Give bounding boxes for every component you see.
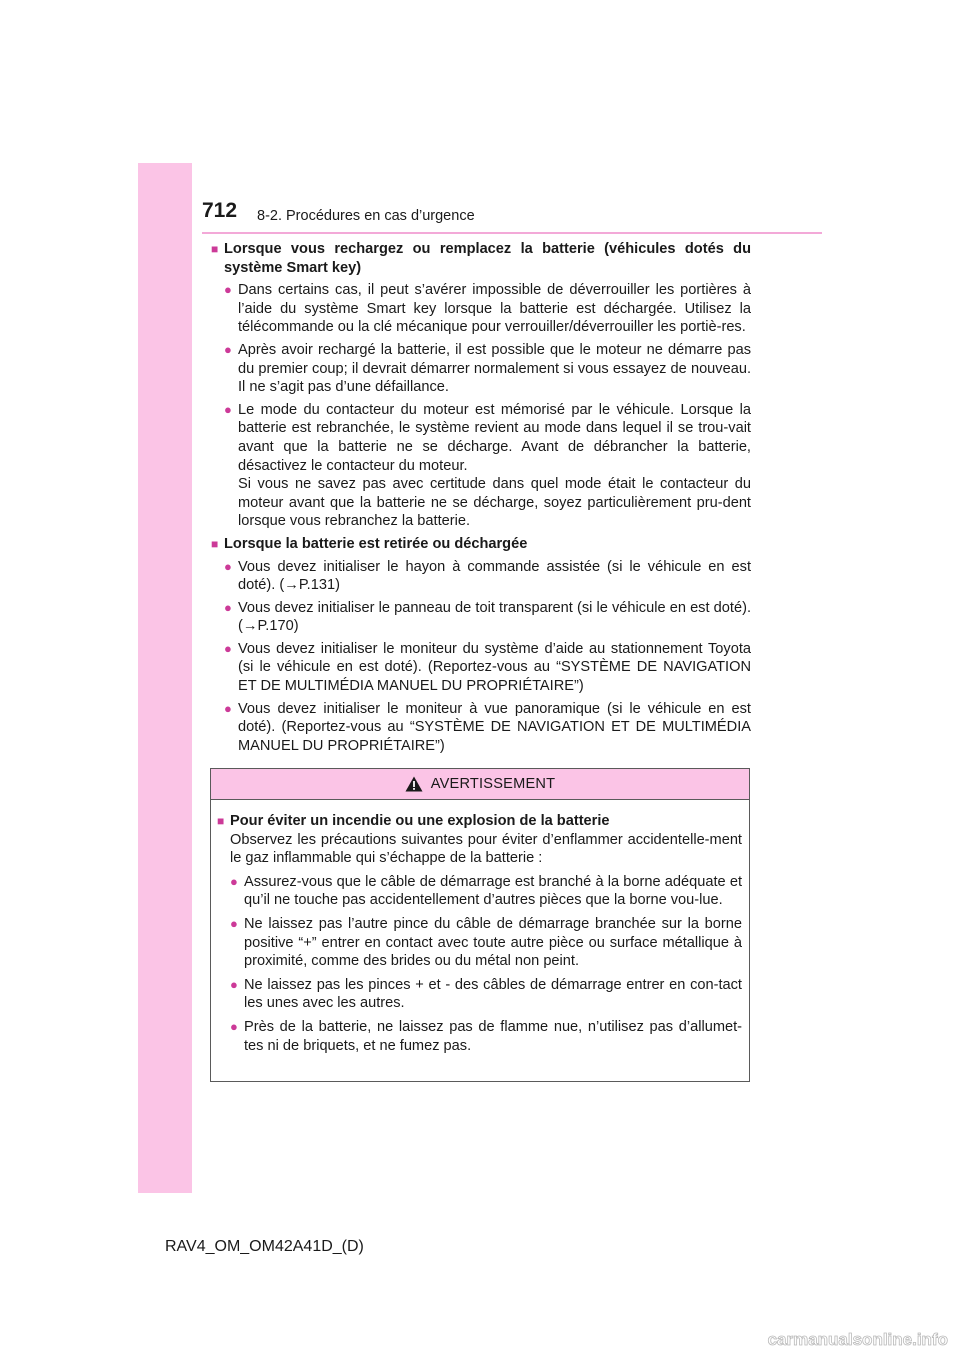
circle-bullet-icon: ● xyxy=(230,976,238,992)
list-item xyxy=(224,700,751,756)
list-item xyxy=(224,281,751,337)
square-bullet-icon: ■ xyxy=(217,814,225,828)
list-item xyxy=(230,976,742,1013)
warning-header xyxy=(211,769,749,800)
warning-title: AVERTISSEMENT xyxy=(430,776,556,792)
footer-code: RAV4_OM_OM42A41D_(D) xyxy=(165,1238,364,1255)
circle-bullet-icon: ● xyxy=(224,640,232,656)
circle-bullet-icon: ● xyxy=(230,915,238,931)
list-item-text: Vous devez initialiser le hayon à commande assistée (si le véhicule en est doté). (→P.131) xyxy=(238,558,751,594)
main-content xyxy=(211,240,751,755)
list-item-text: Vous devez initialiser le moniteur du système d’aide au stationnement Toyota (si le véhicule en est doté). (Reportez-vous au “SYSTÈME DE NAVIGATION ET DE MULTIMÉDIA MANUEL DU PROPRIÉTAIRE”) xyxy=(238,640,751,695)
list-item-text: Dans certains cas, il peut s’avérer impossible de déverrouiller les portières à l’aide du système Smart key lorsque la batterie est déchargée. Utilisez la télécommande ou la clé mécanique pour verrouiller/déverrouiller les portiè-res. xyxy=(238,282,751,336)
list-item xyxy=(230,873,742,910)
list-item xyxy=(230,1018,742,1055)
warning-heading xyxy=(217,812,742,831)
list-item xyxy=(224,599,751,636)
circle-bullet-icon: ● xyxy=(230,1018,238,1034)
circle-bullet-icon: ● xyxy=(224,401,232,417)
section-heading xyxy=(211,240,751,277)
list-item-text: Après avoir rechargé la batterie, il est possible que le moteur ne démarre pas du premier coup; il devrait démarrer normalement si vous essayez de nouveau. Il ne s’agit pas d’une défaillance. xyxy=(238,341,751,396)
list-item xyxy=(230,915,742,971)
page-number: 712 xyxy=(202,199,238,222)
list-item-text: Vous devez initialiser le moniteur à vue panoramique (si le véhicule en est doté). (Reportez-vous au “SYSTÈME DE NAVIGATION ET DE MULTIMÉDIA MANUEL DU PROPRIÉTAIRE”) xyxy=(238,700,751,754)
square-bullet-icon: ■ xyxy=(211,536,219,551)
svg-text:carmanualsonline.info: carmanualsonline.info xyxy=(767,1330,948,1349)
list-item-text: Ne laissez pas l’autre pince du câble de démarrage branchée sur la borne positive “+” entrer en contact avec toute autre pièce ou surface métallique à proximité, comme des brides ou du métal non peint. xyxy=(244,915,742,970)
list-item-text: Vous devez initialiser le panneau de toit transparent (si le véhicule en est doté). (→P.170) xyxy=(238,599,751,635)
heading-text: Pour éviter un incendie ou une explosion de la batterie xyxy=(230,813,610,829)
circle-bullet-icon: ● xyxy=(224,558,232,574)
list-item xyxy=(224,341,751,397)
square-bullet-icon: ■ xyxy=(211,242,219,256)
warning-triangle-icon xyxy=(405,776,423,792)
circle-bullet-icon: ● xyxy=(230,873,238,889)
list-item xyxy=(224,401,751,531)
list-item-continuation: Si vous ne savez pas avec certitude dans quel mode était le contacteur du moteur avant que la batterie ne se décharge, soyez particulièrement pru-dent lorsque vous rebranchez la batterie. xyxy=(238,476,751,530)
heading-text: Lorsque vous rechargez ou remplacez la batterie (véhicules dotés du système Smart key) xyxy=(224,241,751,276)
list-item-text: Près de la batterie, ne laissez pas de flamme nue, n’utilisez pas d’allumet-tes ni de briquets, et ne fumez pas. xyxy=(244,1018,742,1054)
list-item-text: Ne laissez pas les pinces + et - des câbles de démarrage entrer en con-tact les unes avec les autres. xyxy=(244,976,742,1012)
list-item-text: Le mode du contacteur du moteur est mémorisé par le véhicule. Lorsque la batterie est rebranchée, le système revient au mode dans lequel il se trou-vait avant que la batterie ne se décharge. Avant de débrancher la batterie, désactivez le contacteur du moteur. xyxy=(238,401,751,474)
list-item xyxy=(224,558,751,595)
side-tab xyxy=(138,163,192,1193)
warning-body xyxy=(211,800,749,1055)
list-item xyxy=(224,640,751,696)
circle-bullet-icon: ● xyxy=(224,282,232,298)
warning-box xyxy=(210,768,750,1082)
header-rule xyxy=(202,232,822,234)
section-heading xyxy=(211,535,751,554)
circle-bullet-icon: ● xyxy=(224,341,232,357)
warning-intro: Observez les précautions suivantes pour éviter d’enflammer accidentelle-ment le gaz inflammable qui s’échappe de la batterie : xyxy=(230,831,742,867)
watermark-logo xyxy=(750,1326,950,1352)
circle-bullet-icon: ● xyxy=(224,599,232,615)
heading-text: Lorsque la batterie est retirée ou déchargée xyxy=(224,535,528,552)
section-title: 8-2. Procédures en cas d’urgence xyxy=(257,208,475,224)
circle-bullet-icon: ● xyxy=(224,700,232,716)
list-item-text: Assurez-vous que le câble de démarrage est branché à la borne adéquate et qu’il ne touche pas accidentellement d’autres pièces que la borne vou-lue. xyxy=(244,873,742,909)
